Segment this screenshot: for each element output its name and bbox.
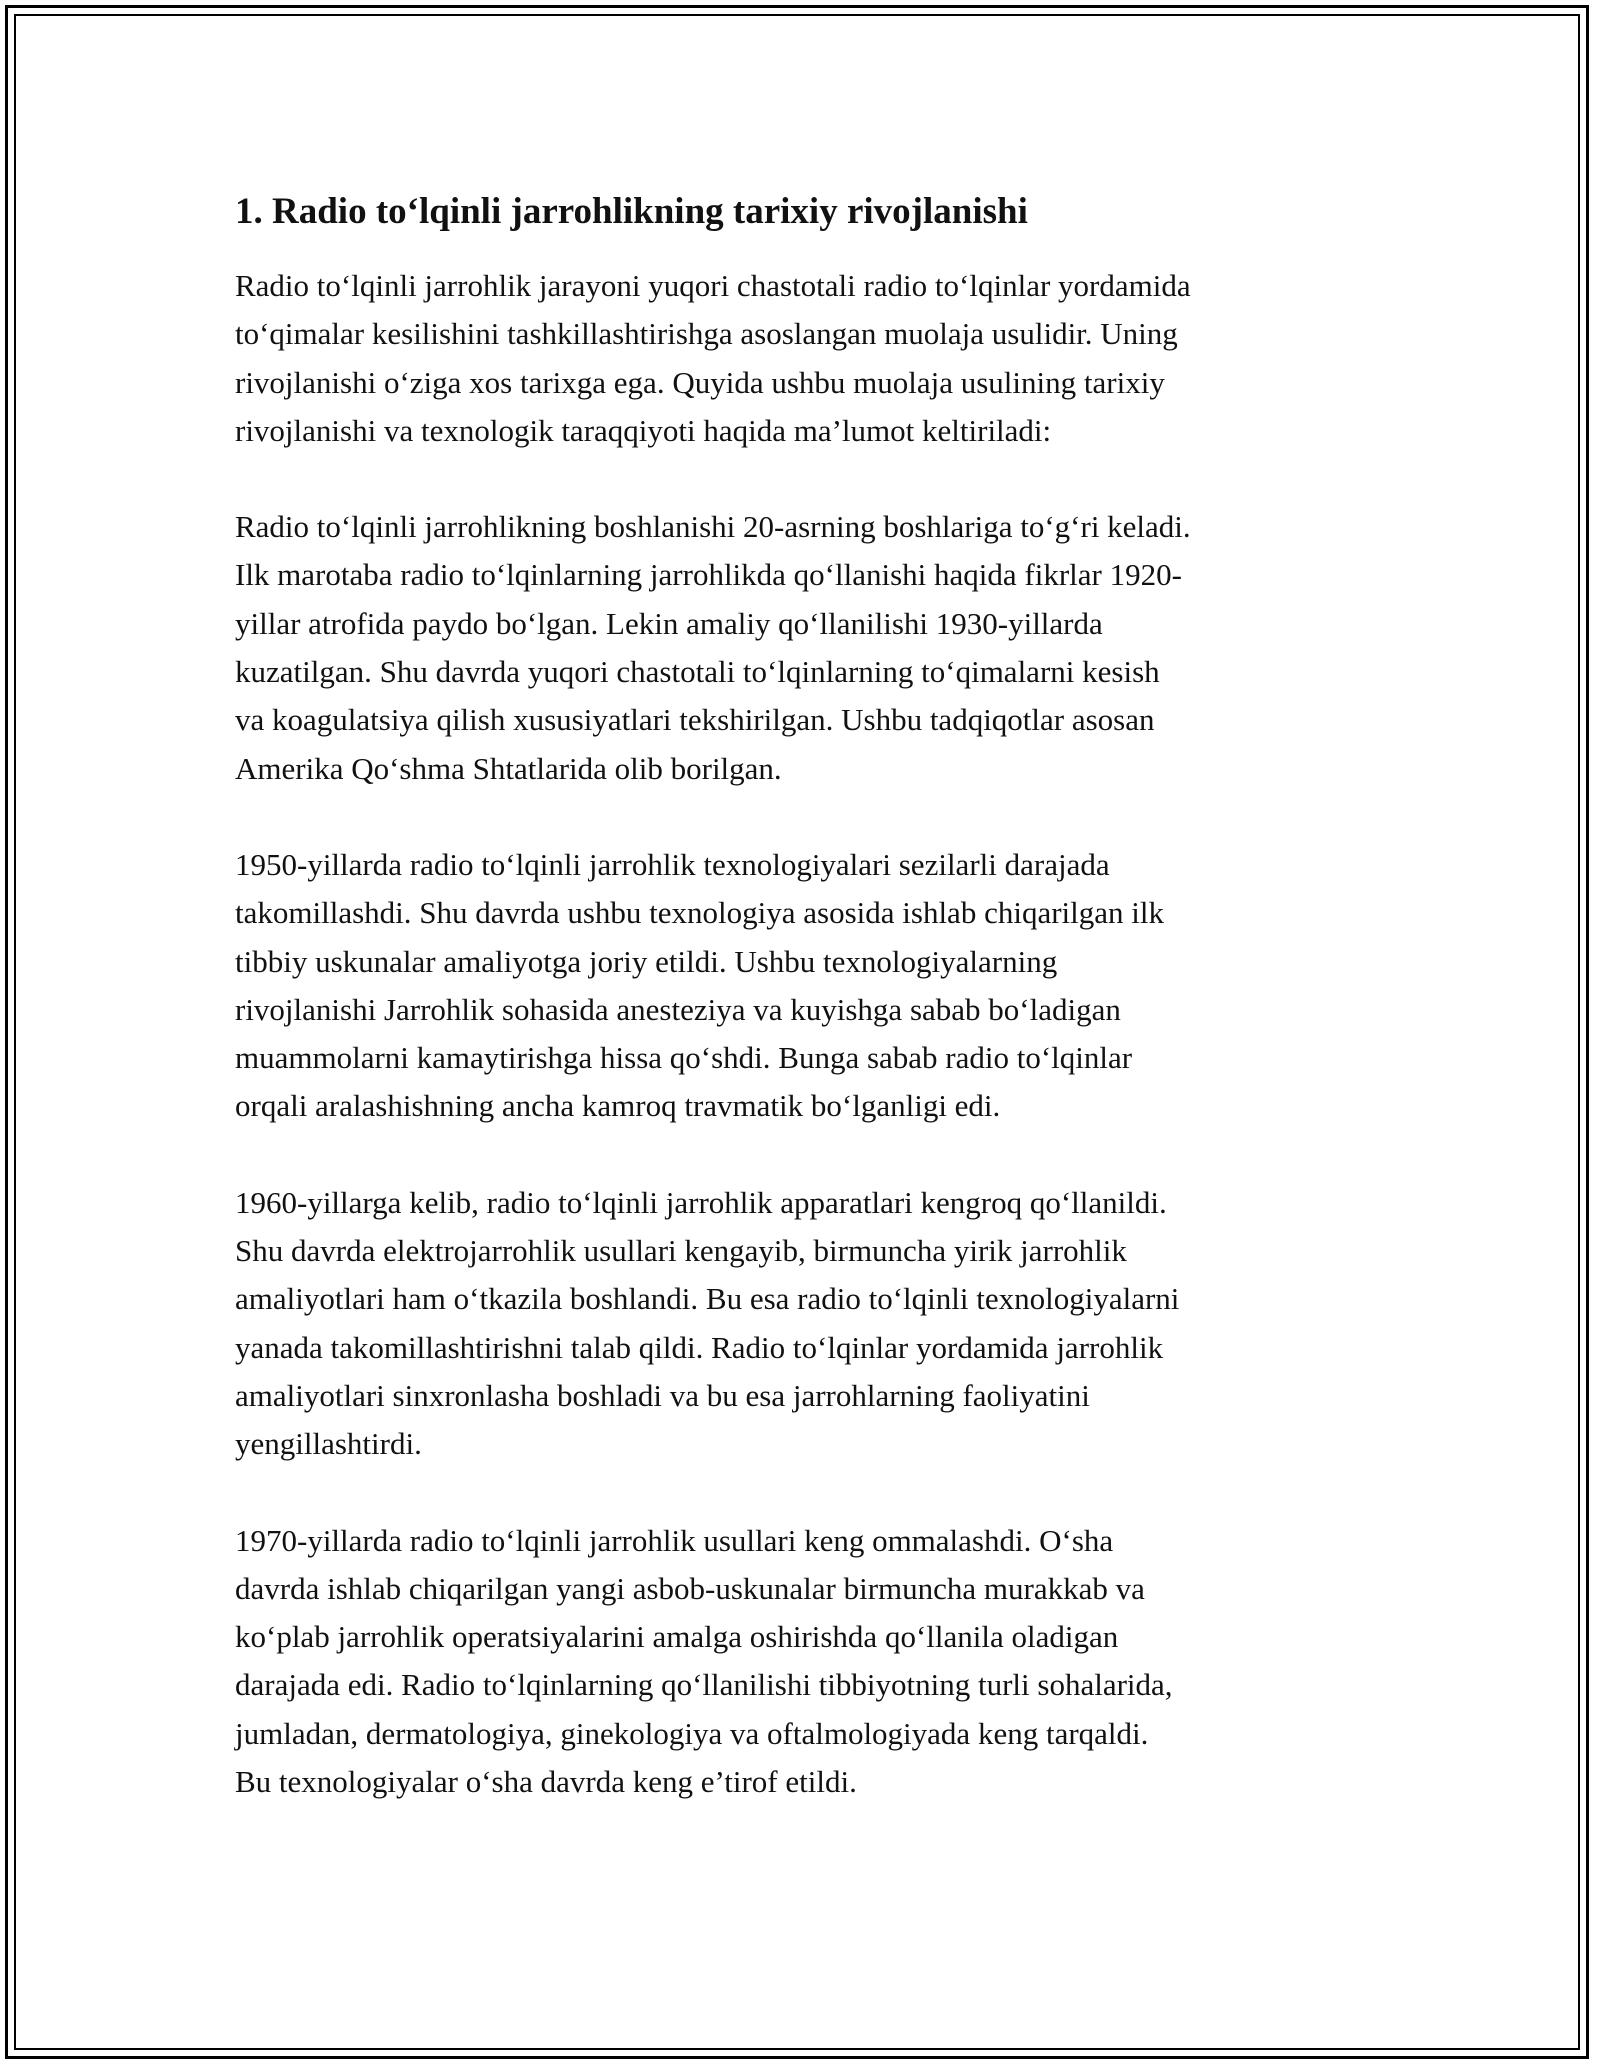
paragraph-1960s — [235, 1179, 1375, 1469]
text-line: rivojlanishi va texnologik taraqqiyoti haqida ma’lumot keltiriladi: — [235, 412, 1052, 448]
text-line: amaliyotlari ham o‘tkazila boshlandi. Bu esa radio to‘lqinli texnologiyalarni — [235, 1281, 1180, 1317]
text-line: yanada takomillashtirishni talab qildi. Radio to‘lqinlar yordamida jarrohlik — [235, 1329, 1164, 1365]
paragraph-origins — [235, 503, 1375, 793]
text-line: rivojlanishi o‘ziga xos tarixga ega. Quyida ushbu muolaja usulining tarixiy — [235, 364, 1165, 400]
text-line: va koagulatsiya qilish xususiyatlari tekshirilgan. Ushbu tadqiqotlar asosan — [235, 702, 1155, 738]
document-body — [235, 186, 1375, 1806]
text-line: yillar atrofida paydo bo‘lgan. Lekin amaliy qo‘llanilishi 1930-yillarda — [235, 605, 1103, 641]
text-line: jumladan, dermatologiya, ginekologiya va oftalmologiyada keng tarqaldi. — [235, 1715, 1149, 1751]
paragraph-intro — [235, 262, 1375, 455]
text-line: yengillashtirdi. — [235, 1426, 422, 1462]
text-line: Shu davrda elektrojarrohlik usullari kengayib, birmuncha yirik jarrohlik — [235, 1233, 1127, 1269]
text-line: 1950-yillarda radio to‘lqinli jarrohlik texnologiyalari sezilarli darajada — [235, 846, 1110, 882]
text-line: Ilk marotaba radio to‘lqinlarning jarrohlikda qo‘llanishi haqida fikrlar 1920- — [235, 557, 1182, 593]
text-line: 1970-yillarda radio to‘lqinli jarrohlik usullari keng ommalashdi. O‘sha — [235, 1522, 1114, 1558]
text-line: kuzatilgan. Shu davrda yuqori chastotali to‘lqinlarning to‘qimalarni kesish — [235, 654, 1160, 690]
paragraph-1950s — [235, 841, 1375, 1131]
text-line: Radio to‘lqinli jarrohlikning boshlanishi 20-asrning boshlariga to‘g‘ri keladi. — [235, 509, 1191, 545]
text-line: Amerika Qo‘shma Shtatlarida olib borilgan. — [235, 750, 782, 786]
text-line: Radio to‘lqinli jarrohlik jarayoni yuqori chastotali radio to‘lqinlar yordamida — [235, 268, 1191, 303]
text-line: tibbiy uskunalar amaliyotga joriy etildi. Ushbu texnologiyalarning — [235, 943, 1058, 979]
text-line: davrda ishlab chiqarilgan yangi asbob-uskunalar birmuncha murakkab va — [235, 1570, 1145, 1606]
text-line: amaliyotlari sinxronlasha boshladi va bu esa jarrohlarning faoliyatini — [235, 1377, 1090, 1413]
text-line: Bu texnologiyalar o‘sha davrda keng e’tirof etildi. — [235, 1764, 857, 1800]
section-heading: 1. Radio to‘lqinli jarrohlikning tarixiy rivojlanishi — [235, 191, 1028, 232]
text-line: rivojlanishi Jarrohlik sohasida anesteziya va kuyishga sabab bo‘ladigan — [235, 991, 1121, 1027]
text-line: darajada edi. Radio to‘lqinlarning qo‘llanilishi tibbiyotning turli sohalarida, — [235, 1667, 1173, 1703]
text-line: to‘qimalar kesilishini tashkillashtirishga asoslangan muolaja usulidir. Uning — [235, 316, 1178, 352]
text-line: muammolarni kamaytirishga hissa qo‘shdi. Bunga sabab radio to‘lqinlar — [235, 1040, 1133, 1076]
paragraph-1970s — [235, 1517, 1375, 1807]
text-line: 1960-yillarga kelib, radio to‘lqinli jarrohlik apparatlari kengroq qo‘llanildi. — [235, 1184, 1167, 1220]
text-line: orqali aralashishning ancha kamroq travmatik bo‘lganligi edi. — [235, 1088, 1001, 1124]
text-line: ko‘plab jarrohlik operatsiyalarini amalga oshirishda qo‘llanila oladigan — [235, 1619, 1119, 1655]
text-line: takomillashdi. Shu davrda ushbu texnologiya asosida ishlab chiqarilgan ilk — [235, 895, 1164, 931]
